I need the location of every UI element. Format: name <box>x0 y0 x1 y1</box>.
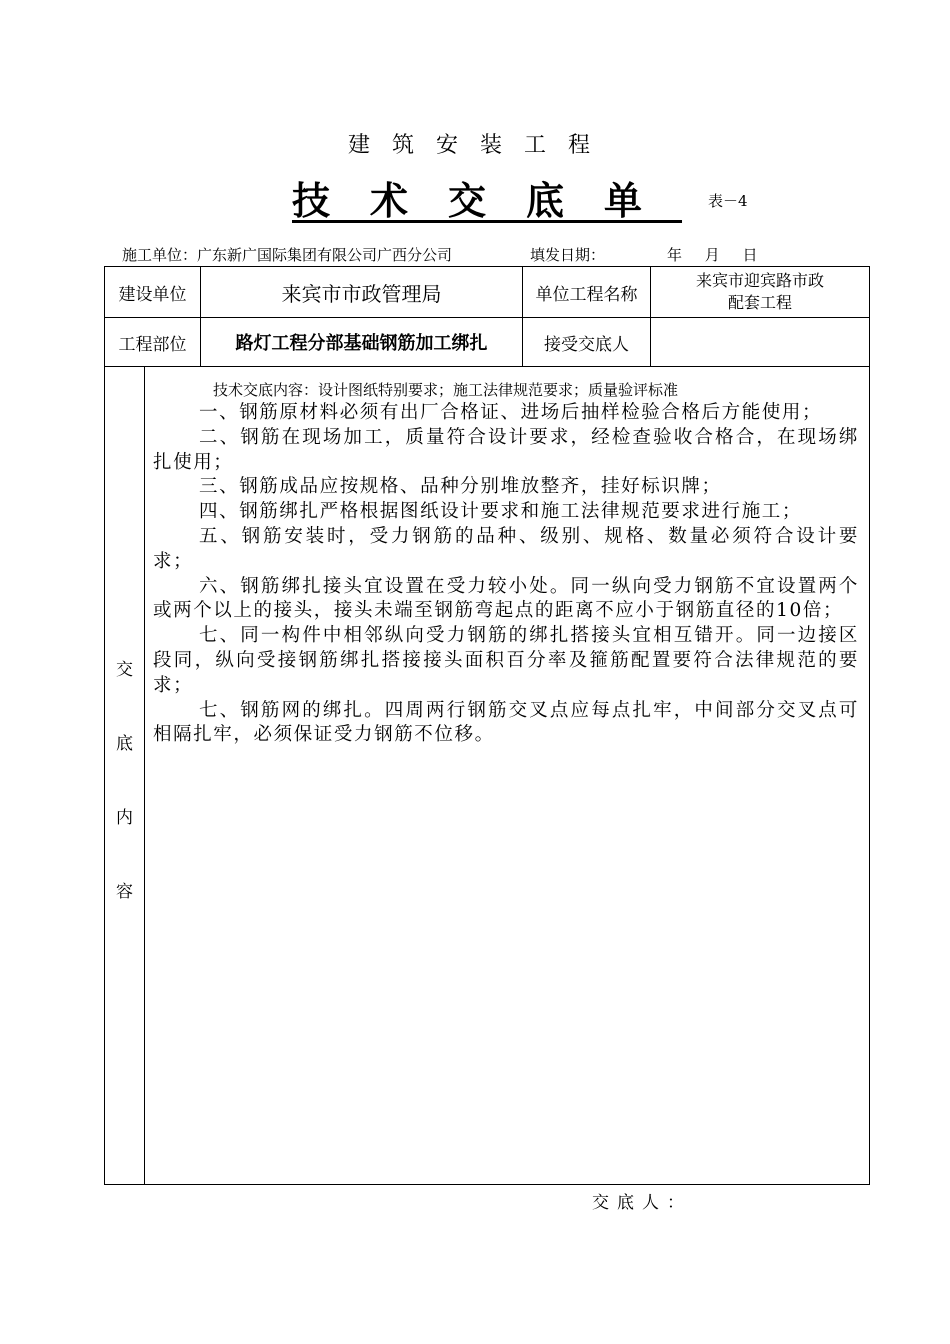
date-fields: 年 月 日 <box>667 246 758 264</box>
project-name-value <box>651 267 870 318</box>
document-title: 技术交底单 <box>292 178 683 223</box>
disclosure-content <box>145 367 870 1185</box>
construction-unit: 施工单位：广东新广国际集团有限公司广西分公司 <box>122 246 453 264</box>
content-paragraph-2: 二、钢筋在现场加工，质量符合设计要求，经检查验收合格合，在现场绑扎使用； <box>153 426 859 473</box>
content-paragraph-5: 五、钢筋安装时，受力钢筋的品种、级别、规格、数量必须符合设计要求； <box>153 525 859 572</box>
content-paragraph-4: 四、钢筋绑扎严格根据图纸设计要求和施工法律规范要求进行施工； <box>199 501 803 523</box>
part-label: 工程部位 <box>105 318 201 367</box>
document-subtitle: 建筑安装工程 <box>347 133 612 158</box>
owner-label: 建设单位 <box>105 267 201 318</box>
content-paragraph-1: 一、钢筋原材料必须有出厂合格证、进场后抽样检验合格后方能使用； <box>199 402 823 423</box>
content-paragraph-7: 七、同一构件中相邻纵向受力钢筋的绑扎搭接头宜相互错开。同一边接区段同，纵向受接钢筋绑扎搭接接头面积百分率及箍筋配置要符合法律规范的要求； <box>153 625 859 696</box>
content-paragraph-6: 六、钢筋绑扎接头宜设置在受力较小处。同一纵向受力钢筋不宜设置两个或两个以上的接头，接头未端至钢筋弯起点的距离不应小于钢筋直径的10倍； <box>153 575 859 622</box>
date-label: 填发日期： <box>530 246 606 264</box>
part-value: 路灯工程分部基础钢筋加工绑扎 <box>201 318 523 367</box>
side-char-1: 交 <box>116 660 133 680</box>
side-char-3: 内 <box>116 808 133 828</box>
form-row-owner <box>105 267 870 318</box>
content-paragraph-3: 三、钢筋成品应按规格、品种分别堆放整齐，挂好标识牌； <box>199 476 722 498</box>
project-name-label: 单位工程名称 <box>523 267 651 318</box>
project-name-line2: 配套工程 <box>727 293 792 312</box>
project-name-line1: 来宾市迎宾路市政 <box>695 271 824 290</box>
receiver-value <box>651 318 870 367</box>
signer-label: 交底人： <box>592 1193 692 1213</box>
meta-line <box>122 244 758 265</box>
disclosure-form-table <box>104 266 870 1185</box>
content-intro: 技术交底内容：设计图纸特别要求；施工法律规范要求；质量验评标准 <box>213 381 679 399</box>
form-row-part <box>105 318 870 367</box>
side-char-4: 容 <box>116 882 133 902</box>
form-row-content <box>105 367 870 1185</box>
form-number: 表－4 <box>708 192 748 210</box>
receiver-label: 接受交底人 <box>523 318 651 367</box>
side-char-2: 底 <box>116 734 133 754</box>
content-side-label <box>105 367 145 1185</box>
owner-value: 来宾市市政管理局 <box>201 267 523 318</box>
content-paragraph-8: 七、钢筋网的绑扎。四周两行钢筋交叉点应每点扎牢，中间部分交叉点可相隔扎牢，必须保证受力钢筋不位移。 <box>153 699 859 746</box>
